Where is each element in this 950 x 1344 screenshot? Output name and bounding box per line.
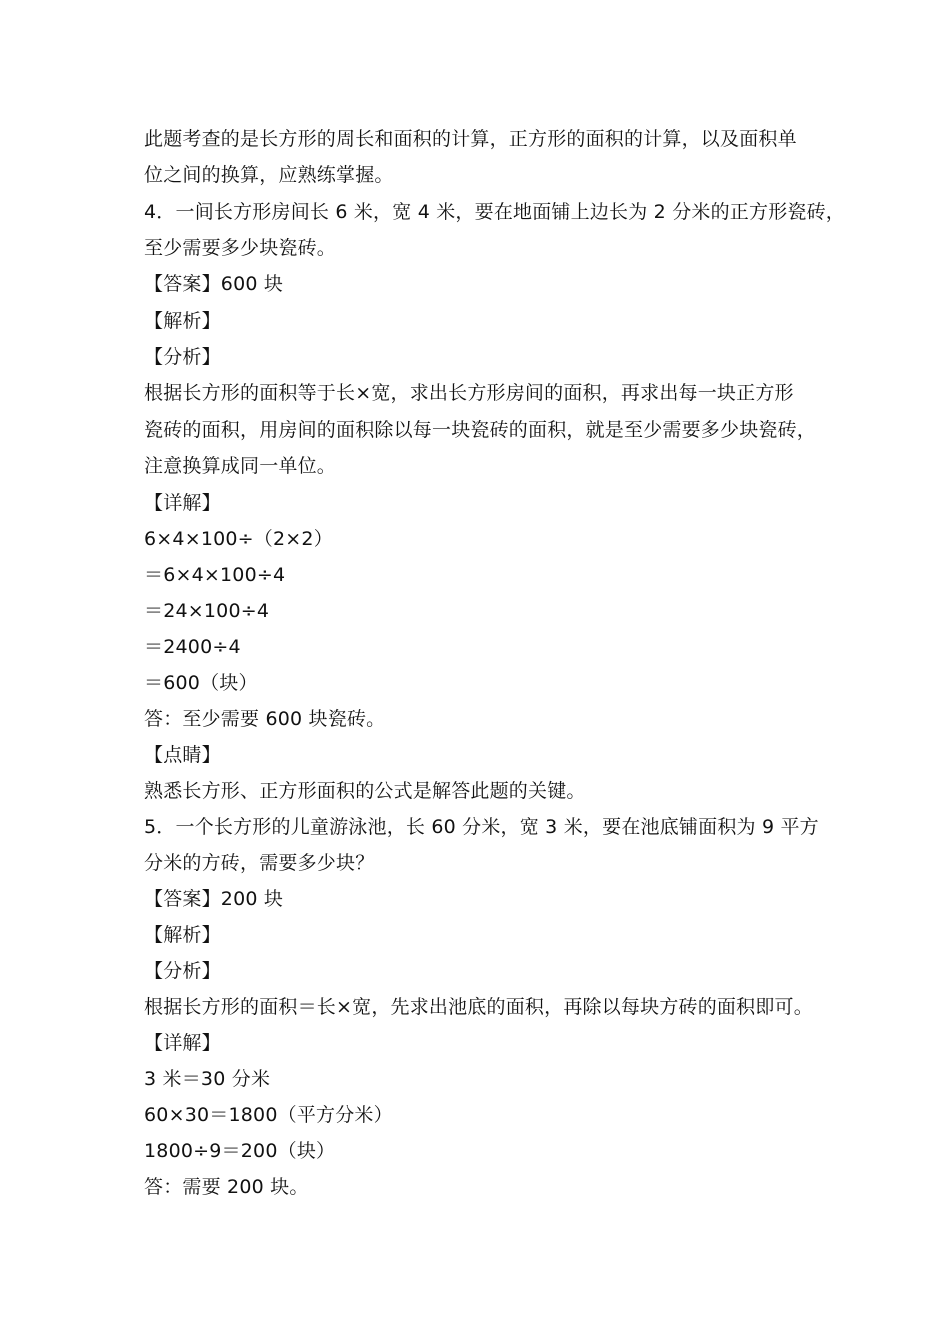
q4-conclusion: 答：至少需要 600 块瓷砖。: [144, 708, 386, 730]
q4-analysis-line-2: 瓷砖的面积，用房间的面积除以每一块瓷砖的面积，就是至少需要多少块瓷砖，: [144, 419, 817, 441]
q4-answer: 【答案】600 块: [144, 273, 284, 295]
q4-analysis-line-3: 注意换算成同一单位。: [144, 455, 337, 477]
q5-xiangjie-heading: 【详解】: [144, 1032, 221, 1054]
q5-step-2: 60×30＝1800（平方分米）: [144, 1104, 393, 1126]
q5-fenxi-heading: 【分析】: [144, 960, 221, 982]
q4-question-line-2: 至少需要多少块瓷砖。: [144, 237, 337, 259]
q4-dianjing-text: 熟悉长方形、正方形面积的公式是解答此题的关键。: [144, 780, 586, 802]
q4-step-4: ＝2400÷4: [144, 636, 241, 658]
q4-step-1: 6×4×100÷（2×2）: [144, 528, 333, 550]
q5-question-line-1: 5．一个长方形的儿童游泳池，长 60 分米，宽 3 米，要在池底铺面积为 9 平方: [144, 816, 819, 838]
q5-step-3: 1800÷9＝200（块）: [144, 1140, 336, 1162]
q5-conclusion: 答：需要 200 块。: [144, 1176, 309, 1198]
q4-question-line-1: 4．一间长方形房间长 6 米，宽 4 米，要在地面铺上边长为 2 分米的正方形瓷砖，: [144, 201, 845, 223]
q4-step-2: ＝6×4×100÷4: [144, 564, 286, 586]
q5-step-1: 3 米＝30 分米: [144, 1068, 271, 1090]
q4-xiangjie-heading: 【详解】: [144, 492, 221, 514]
q5-analysis-line-1: 根据长方形的面积＝长×宽，先求出池底的面积，再除以每块方砖的面积即可。: [144, 996, 813, 1018]
q4-step-5: ＝600（块）: [144, 672, 258, 694]
q4-jiexi-heading: 【解析】: [144, 310, 221, 332]
q5-jiexi-heading: 【解析】: [144, 924, 221, 946]
intro-text-line-1: 此题考查的是长方形的周长和面积的计算，正方形的面积的计算，以及面积单: [144, 128, 797, 150]
q5-question-line-2: 分米的方砖，需要多少块？: [144, 852, 375, 874]
q4-dianjing-heading: 【点睛】: [144, 744, 221, 766]
q4-analysis-line-1: 根据长方形的面积等于长×宽，求出长方形房间的面积，再求出每一块正方形: [144, 382, 794, 404]
q4-step-3: ＝24×100÷4: [144, 600, 270, 622]
q4-fenxi-heading: 【分析】: [144, 346, 221, 368]
q5-answer: 【答案】200 块: [144, 888, 284, 910]
intro-text-line-2: 位之间的换算，应熟练掌握。: [144, 164, 394, 186]
